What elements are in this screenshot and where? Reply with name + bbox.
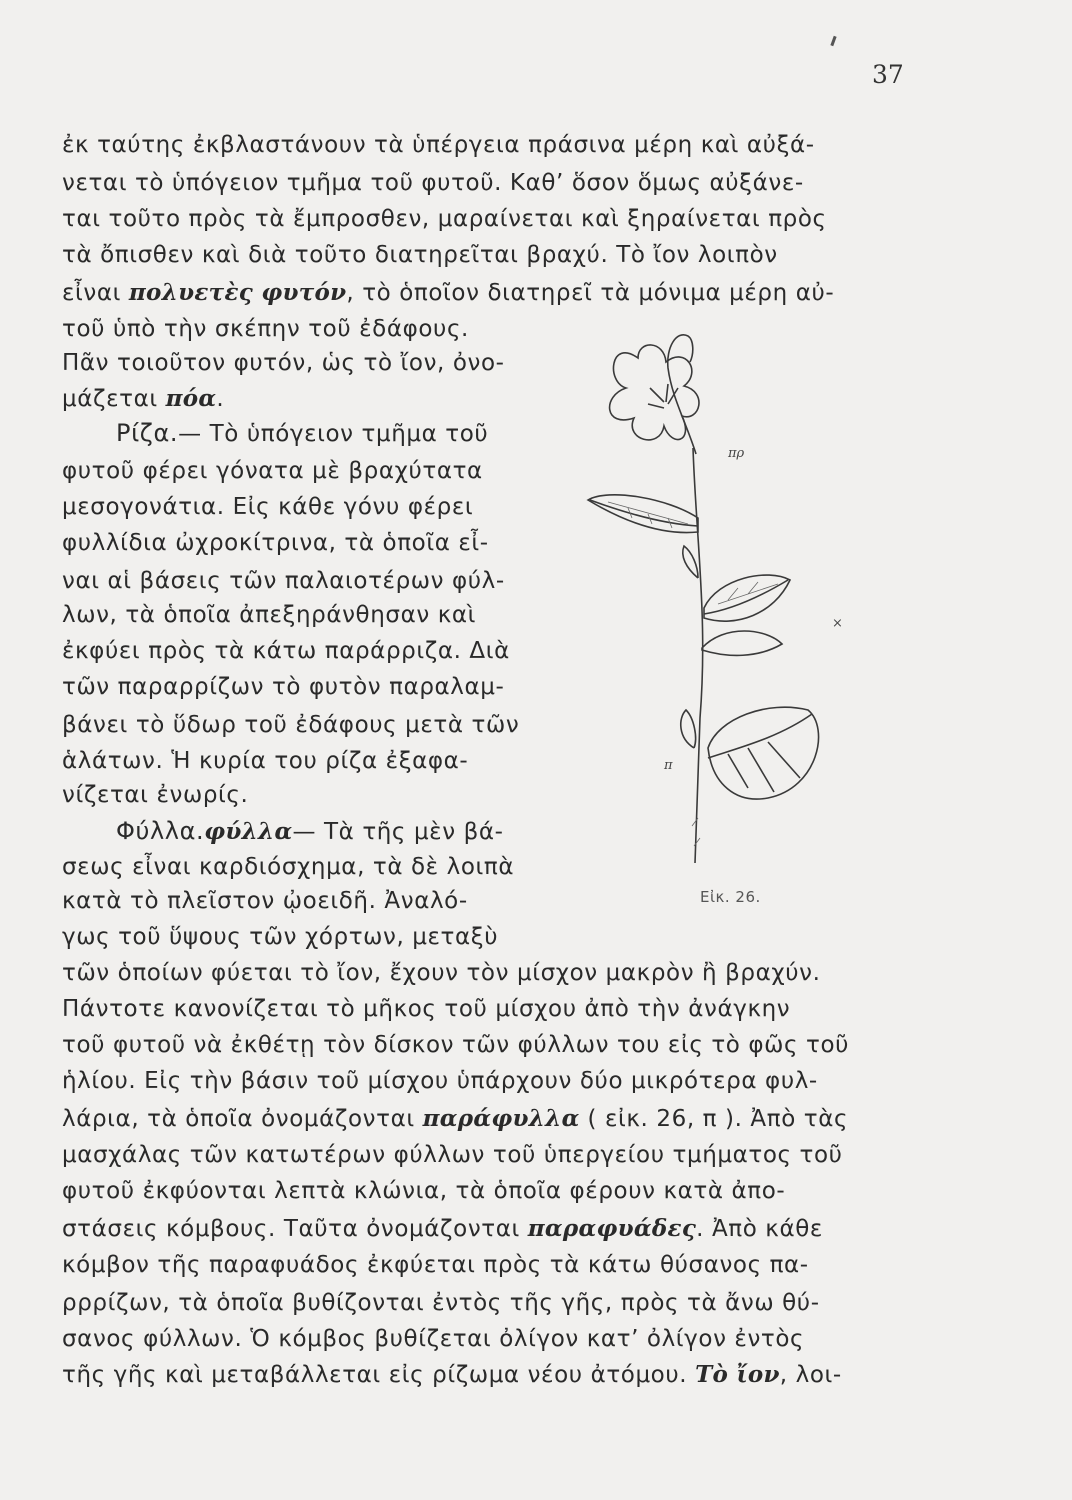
figure-label-x: × — [832, 616, 843, 631]
text-line — [62, 746, 468, 776]
text-line — [116, 816, 504, 847]
text-line — [62, 1176, 785, 1206]
text-run: φυλλίδια ὠχροκίτρινα, τὰ ὁποῖα εἶ- — [62, 530, 489, 556]
text-run: στάσεις κόμβους. Ταῦτα ὀνομάζονται — [62, 1216, 528, 1242]
text-run: . — [216, 386, 225, 412]
text-line — [116, 418, 488, 449]
text-line — [62, 384, 224, 414]
emphasized-term: Τὸ ἴον — [695, 1361, 780, 1388]
text-run: ται τοῦτο πρὸς τὰ ἔμπροσθεν, μαραίνεται καὶ ξηραίνεται πρὸς — [62, 206, 827, 232]
text-line — [62, 780, 248, 810]
text-line — [62, 1324, 804, 1354]
text-line — [62, 168, 804, 198]
text-line — [62, 314, 469, 344]
text-run: ( εἰκ. 26, π ). Ἀπὸ τὰς — [579, 1106, 849, 1132]
text-run: λάρια, τὰ ὁποῖα ὀνομάζονται — [62, 1106, 423, 1132]
text-run: τῆς μὲν βά- — [362, 819, 504, 845]
text-run: εἶναι — [62, 280, 129, 306]
text-line — [62, 278, 834, 308]
text-line — [62, 566, 505, 596]
figure-label-stipule-lower: π — [664, 758, 673, 773]
page-number: 37 — [872, 60, 904, 89]
text-run: ἐκφύει πρὸς τὰ κάτω παράρριζα. Διὰ — [62, 638, 510, 664]
text-line — [62, 1104, 848, 1134]
text-run: ἁλάτων. Ἡ κυρία του ρίζα ἐξαφα- — [62, 748, 469, 774]
text-run: νίζεται ἐνωρίς. — [62, 782, 249, 808]
text-run: τοῦ ὑπὸ τὴν σκέπην τοῦ ἐδάφους. — [62, 316, 469, 342]
text-line — [62, 672, 504, 702]
text-line — [62, 1250, 809, 1280]
stray-mark — [830, 36, 836, 46]
text-run: φυτοῦ φέρει γόνατα μὲ βραχύτατα — [62, 458, 483, 484]
text-line — [62, 1030, 849, 1060]
section-heading: Ρίζα. — [116, 419, 179, 447]
text-run: σεως εἶναι καρδιόσχημα, τὰ δὲ λοιπὰ — [62, 854, 515, 880]
text-run: τὰ ὄπισθεν καὶ διὰ τοῦτο διατηρεῖται βραχύ. Τὸ ἴον λοιπὸν — [62, 242, 778, 268]
text-run: νεται τὸ ὑπόγειον τμῆμα τοῦ φυτοῦ. Καθ’ ὅσον ὅμως αὐξάνε- — [62, 170, 804, 196]
text-run: τῶν παραρρίζων τὸ φυτὸν παραλαμ- — [62, 674, 505, 700]
text-line — [62, 994, 790, 1024]
text-line — [62, 456, 483, 486]
figure-caption: Εἰκ. 26. — [700, 888, 761, 906]
text-line — [62, 1066, 818, 1096]
text-run: Πάντοτε κανονίζεται τὸ μῆκος τοῦ μίσχου ἀπὸ τὴν ἀνάγκην — [62, 996, 791, 1022]
text-run: ρρρίζων, τὰ ὁποῖα βυθίζονται ἐντὸς τῆς γῆς, πρὸς τὰ ἄνω θύ- — [62, 1290, 820, 1316]
figure-label-stipule-upper: πρ — [728, 446, 745, 461]
text-line — [62, 528, 489, 558]
emphasized-term: παραφυάδες — [527, 1215, 697, 1242]
text-line — [62, 958, 821, 988]
text-line — [62, 1214, 823, 1244]
text-run: μάζεται — [62, 386, 166, 412]
text-line — [62, 130, 815, 160]
text-line — [62, 1140, 843, 1170]
text-line — [62, 492, 473, 522]
violet-plant-illustration — [568, 318, 868, 878]
emphasized-term: φύλλα — [204, 818, 293, 845]
text-run: , λοι- — [779, 1362, 842, 1388]
text-run: φυτοῦ ἐκφύονται λεπτὰ κλώνια, τὰ ὁποῖα φέρουν κατὰ ἀπο- — [62, 1178, 786, 1204]
text-run: σανος φύλλων. Ὁ κόμβος βυθίζεται ὀλίγον κατ’ ὀλίγον ἐντὸς — [62, 1326, 805, 1352]
emphasized-term: πόα — [165, 385, 217, 412]
text-run: ἡλίου. Εἰς τὴν βάσιν τοῦ μίσχου ὑπάρχουν δύο μικρότερα φυλ- — [62, 1068, 818, 1094]
text-run: , τὸ ὁποῖον διατηρεῖ τὰ μόνιμα μέρη αὐ- — [346, 280, 835, 306]
text-run: μασχάλας τῶν κατωτέρων φύλλων τοῦ ὑπεργείου τμήματος τοῦ — [62, 1142, 843, 1168]
text-line — [62, 710, 519, 740]
text-run: τῆς γῆς καὶ μεταβάλλεται εἰς ρίζωμα νέου ἀτόμου. — [62, 1362, 696, 1388]
text-line — [62, 1288, 820, 1318]
text-run: τοῦ φυτοῦ νὰ ἐκθέτῃ τὸν δίσκον τῶν φύλλων του εἰς τὸ φῶς τοῦ — [62, 1032, 850, 1058]
text-line — [62, 636, 510, 666]
text-run: τῶν ὁποίων φύεται τὸ ἴον, ἔχουν τὸν μίσχον μακρὸν ἢ βραχύν. — [62, 960, 821, 986]
text-line — [62, 886, 468, 916]
text-run: κόμβον τῆς παραφυάδος ἐκφύεται πρὸς τὰ κάτω θύσανος πα- — [62, 1252, 809, 1278]
section-heading: Φύλλα. — [116, 817, 205, 845]
text-run: . Ἀπὸ κάθε — [696, 1216, 823, 1242]
text-line — [62, 852, 514, 882]
text-run: ναι αἱ βάσεις τῶν παλαιοτέρων φύλ- — [62, 568, 505, 594]
text-line — [62, 348, 505, 378]
emphasized-term: πολυετὲς φυτόν — [128, 279, 347, 306]
text-line — [62, 204, 827, 234]
text-run: ἐκ ταύτης ἐκβλαστάνουν τὰ ὑπέργεια πράσινα μέρη καὶ αὐξά- — [62, 132, 815, 158]
emphasized-term: παράφυλλα — [422, 1105, 580, 1132]
text-run: — Τὰ — [292, 819, 363, 845]
text-run: κατὰ τὸ πλεῖστον ᾠοειδῆ. Ἀναλό- — [62, 888, 468, 914]
text-line — [62, 1360, 842, 1390]
text-run: μεσογονάτια. Εἰς κάθε γόνυ φέρει — [62, 494, 474, 520]
text-line — [62, 600, 476, 630]
text-run: βάνει τὸ ὕδωρ τοῦ ἐδάφους μετὰ τῶν — [62, 712, 520, 738]
text-run: Πᾶν τοιοῦτον φυτόν, ὡς τὸ ἴον, ὀνο- — [62, 350, 505, 376]
text-run: γως τοῦ ὕψους τῶν χόρτων, μεταξὺ — [62, 924, 499, 950]
text-run: — Τὸ ὑπόγειον τμῆμα τοῦ — [178, 421, 489, 447]
text-line — [62, 922, 498, 952]
text-run: λων, τὰ ὁποῖα ἀπεξηράνθησαν καὶ — [62, 602, 477, 628]
text-line — [62, 240, 778, 270]
